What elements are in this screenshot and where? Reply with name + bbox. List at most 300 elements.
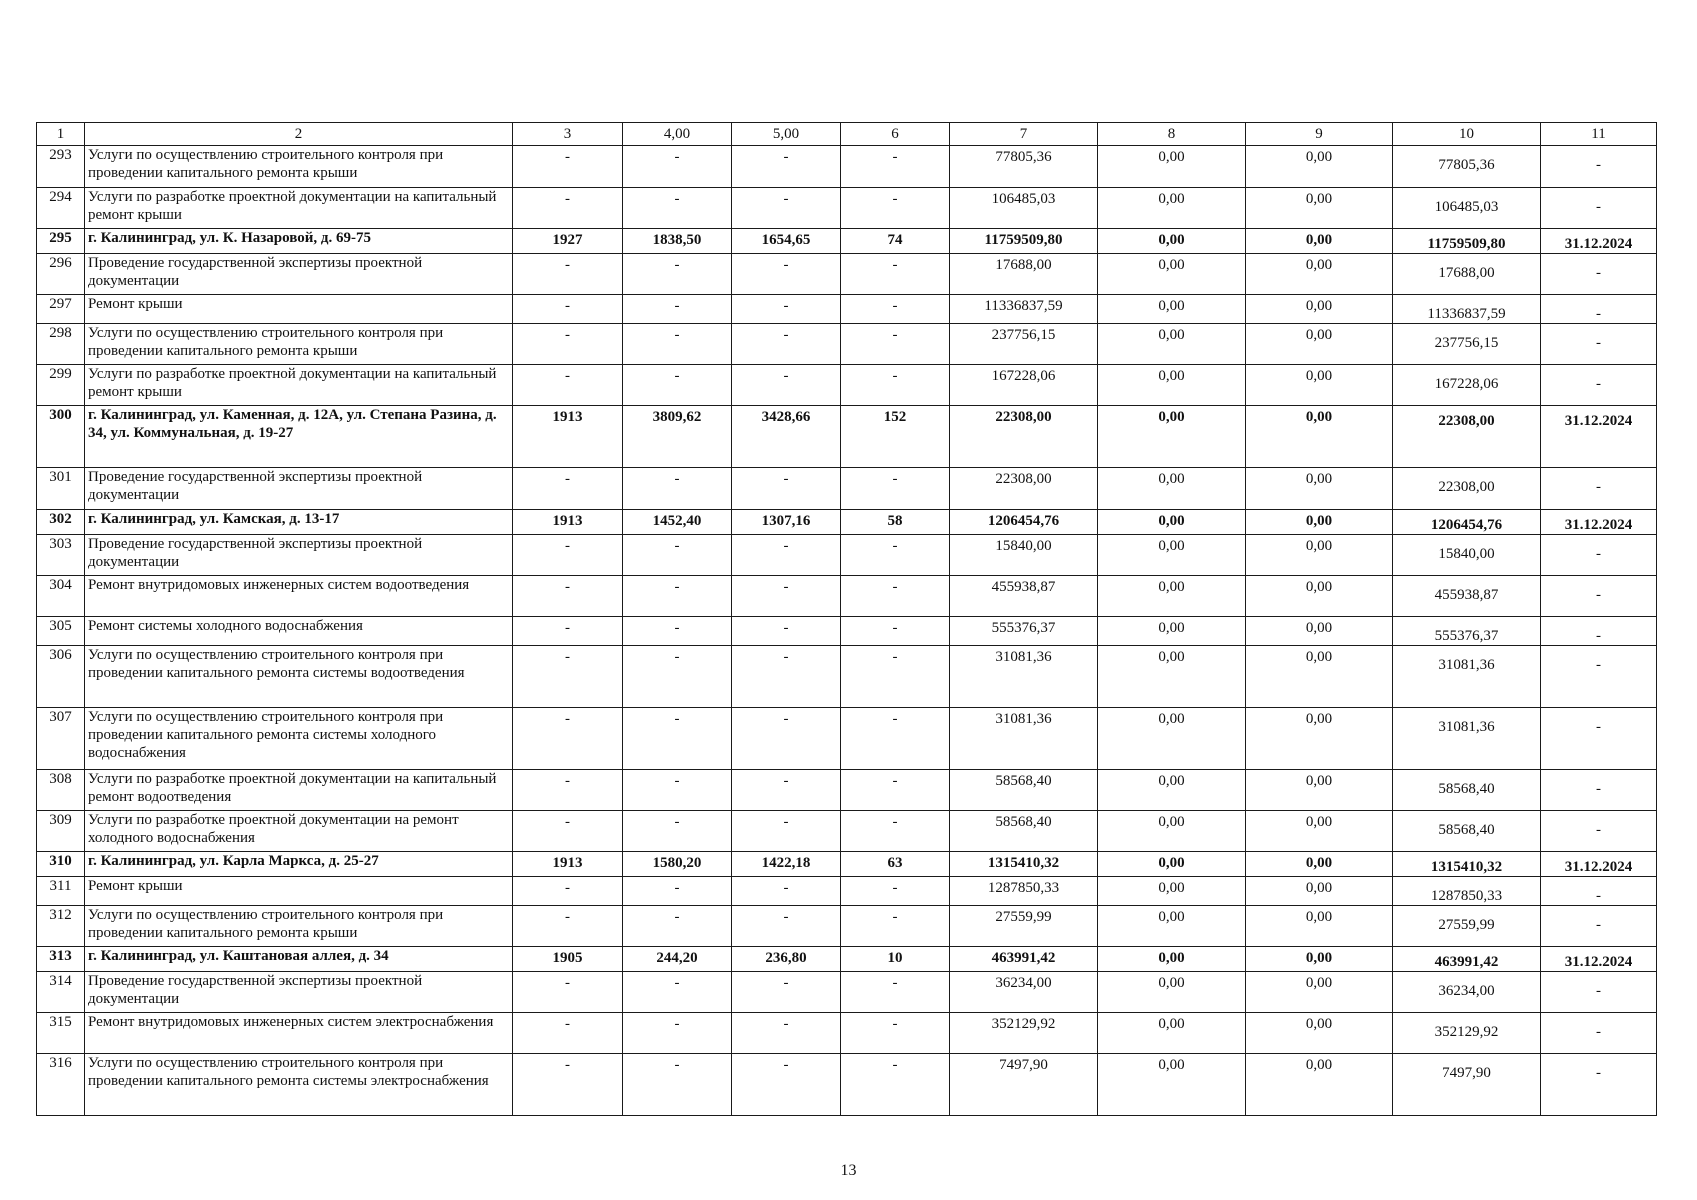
deadline-cell: -: [1541, 468, 1657, 510]
cost-total-cell: 22308,00: [950, 468, 1098, 510]
work-row: [37, 770, 1657, 811]
work-row: [37, 906, 1657, 947]
work-row: [37, 365, 1657, 406]
col-8-cell: 0,00: [1098, 254, 1246, 295]
col-10-cell: 31081,36: [1393, 708, 1541, 770]
work-name-cell: Проведение государственной экспертизы проектной документации: [85, 972, 513, 1013]
area-total-cell: 1838,50: [623, 229, 732, 254]
work-row: [37, 535, 1657, 576]
residents-cell: -: [841, 708, 950, 770]
area-living-cell: -: [732, 1013, 841, 1054]
year-cell: -: [513, 365, 623, 406]
work-name-cell: Ремонт внутридомовых инженерных систем электроснабжения: [85, 1013, 513, 1054]
work-name-cell: Проведение государственной экспертизы проектной документации: [85, 535, 513, 576]
col-10-cell: 77805,36: [1393, 146, 1541, 188]
area-living-cell: 1654,65: [732, 229, 841, 254]
col-8-cell: 0,00: [1098, 295, 1246, 324]
cost-total-cell: 11759509,80: [950, 229, 1098, 254]
row-number-cell: 301: [37, 468, 85, 510]
area-total-cell: 1580,20: [623, 852, 732, 877]
year-cell: -: [513, 1013, 623, 1054]
deadline-cell: -: [1541, 188, 1657, 229]
year-cell: -: [513, 708, 623, 770]
address-row: [37, 406, 1657, 468]
row-number-cell: 306: [37, 646, 85, 708]
col-10-cell: 167228,06: [1393, 365, 1541, 406]
work-name-cell: Ремонт системы холодного водоснабжения: [85, 617, 513, 646]
col-10-cell: 1315410,32: [1393, 852, 1541, 877]
col-8-cell: 0,00: [1098, 1054, 1246, 1116]
works-table: [36, 122, 1657, 1116]
area-living-cell: 3428,66: [732, 406, 841, 468]
area-living-cell: 1307,16: [732, 510, 841, 535]
deadline-cell: -: [1541, 877, 1657, 906]
deadline-cell: 31.12.2024: [1541, 947, 1657, 972]
col-9-cell: 0,00: [1246, 646, 1393, 708]
row-number-cell: 298: [37, 324, 85, 365]
residents-cell: -: [841, 365, 950, 406]
work-row: [37, 646, 1657, 708]
work-name-cell: Услуги по осуществлению строительного контроля при проведении капитального ремонта системы холодного водоснабжения: [85, 708, 513, 770]
col-10-cell: 22308,00: [1393, 406, 1541, 468]
area-total-cell: -: [623, 811, 732, 852]
col-9-cell: 0,00: [1246, 770, 1393, 811]
col-9-cell: 0,00: [1246, 906, 1393, 947]
year-cell: -: [513, 254, 623, 295]
work-name-cell: Проведение государственной экспертизы проектной документации: [85, 254, 513, 295]
work-row: [37, 324, 1657, 365]
area-total-cell: 3809,62: [623, 406, 732, 468]
residents-cell: -: [841, 972, 950, 1013]
col-9-cell: 0,00: [1246, 229, 1393, 254]
work-name-cell: г. Калининград, ул. Каменная, д. 12А, ул. Степана Разина, д. 34, ул. Коммунальная, д. 19-27: [85, 406, 513, 468]
deadline-cell: -: [1541, 365, 1657, 406]
row-number-cell: 312: [37, 906, 85, 947]
col-9-cell: 0,00: [1246, 146, 1393, 188]
col-9-cell: 0,00: [1246, 468, 1393, 510]
work-name-cell: Проведение государственной экспертизы проектной документации: [85, 468, 513, 510]
address-row: [37, 852, 1657, 877]
year-cell: -: [513, 811, 623, 852]
area-total-cell: -: [623, 1054, 732, 1116]
work-row: [37, 468, 1657, 510]
work-row: [37, 146, 1657, 188]
col-8-cell: 0,00: [1098, 646, 1246, 708]
table-body: [37, 123, 1657, 1116]
col-10-cell: 106485,03: [1393, 188, 1541, 229]
year-cell: -: [513, 646, 623, 708]
deadline-cell: -: [1541, 646, 1657, 708]
header-cell-11: 11: [1541, 123, 1657, 146]
header-cell-10: 10: [1393, 123, 1541, 146]
deadline-cell: -: [1541, 770, 1657, 811]
cost-total-cell: 7497,90: [950, 1054, 1098, 1116]
work-row: [37, 877, 1657, 906]
year-cell: -: [513, 535, 623, 576]
col-9-cell: 0,00: [1246, 1013, 1393, 1054]
area-total-cell: -: [623, 576, 732, 617]
residents-cell: -: [841, 811, 950, 852]
area-living-cell: -: [732, 188, 841, 229]
work-row: [37, 576, 1657, 617]
col-8-cell: 0,00: [1098, 535, 1246, 576]
col-8-cell: 0,00: [1098, 188, 1246, 229]
area-living-cell: -: [732, 617, 841, 646]
col-10-cell: 237756,15: [1393, 324, 1541, 365]
year-cell: -: [513, 188, 623, 229]
work-name-cell: г. Калининград, ул. Камская, д. 13-17: [85, 510, 513, 535]
deadline-cell: 31.12.2024: [1541, 852, 1657, 877]
year-cell: -: [513, 146, 623, 188]
row-number-cell: 296: [37, 254, 85, 295]
address-row: [37, 947, 1657, 972]
col-9-cell: 0,00: [1246, 188, 1393, 229]
area-living-cell: -: [732, 972, 841, 1013]
work-row: [37, 811, 1657, 852]
header-cell-4: 4,00: [623, 123, 732, 146]
year-cell: -: [513, 617, 623, 646]
col-8-cell: 0,00: [1098, 576, 1246, 617]
deadline-cell: 31.12.2024: [1541, 229, 1657, 254]
work-row: [37, 295, 1657, 324]
area-total-cell: -: [623, 770, 732, 811]
deadline-cell: -: [1541, 576, 1657, 617]
row-number-cell: 300: [37, 406, 85, 468]
work-name-cell: Услуги по осуществлению строительного контроля при проведении капитального ремонта крыши: [85, 146, 513, 188]
year-cell: -: [513, 1054, 623, 1116]
residents-cell: -: [841, 254, 950, 295]
row-number-cell: 294: [37, 188, 85, 229]
area-total-cell: -: [623, 877, 732, 906]
work-name-cell: Услуги по осуществлению строительного контроля при проведении капитального ремонта крыши: [85, 324, 513, 365]
col-10-cell: 555376,37: [1393, 617, 1541, 646]
work-row: [37, 708, 1657, 770]
col-8-cell: 0,00: [1098, 406, 1246, 468]
residents-cell: 10: [841, 947, 950, 972]
cost-total-cell: 77805,36: [950, 146, 1098, 188]
residents-cell: -: [841, 146, 950, 188]
col-8-cell: 0,00: [1098, 468, 1246, 510]
residents-cell: -: [841, 877, 950, 906]
col-8-cell: 0,00: [1098, 947, 1246, 972]
deadline-cell: -: [1541, 1013, 1657, 1054]
col-10-cell: 22308,00: [1393, 468, 1541, 510]
area-total-cell: -: [623, 1013, 732, 1054]
deadline-cell: -: [1541, 972, 1657, 1013]
cost-total-cell: 106485,03: [950, 188, 1098, 229]
col-10-cell: 58568,40: [1393, 770, 1541, 811]
col-8-cell: 0,00: [1098, 770, 1246, 811]
row-number-cell: 315: [37, 1013, 85, 1054]
deadline-cell: -: [1541, 708, 1657, 770]
cost-total-cell: 167228,06: [950, 365, 1098, 406]
area-total-cell: 244,20: [623, 947, 732, 972]
residents-cell: -: [841, 1013, 950, 1054]
col-8-cell: 0,00: [1098, 708, 1246, 770]
col-10-cell: 455938,87: [1393, 576, 1541, 617]
residents-cell: -: [841, 295, 950, 324]
cost-total-cell: 455938,87: [950, 576, 1098, 617]
row-number-cell: 305: [37, 617, 85, 646]
col-9-cell: 0,00: [1246, 972, 1393, 1013]
residents-cell: 58: [841, 510, 950, 535]
col-8-cell: 0,00: [1098, 852, 1246, 877]
cost-total-cell: 463991,42: [950, 947, 1098, 972]
area-total-cell: -: [623, 906, 732, 947]
row-number-cell: 313: [37, 947, 85, 972]
work-row: [37, 188, 1657, 229]
work-name-cell: Услуги по разработке проектной документации на ремонт холодного водоснабжения: [85, 811, 513, 852]
col-10-cell: 31081,36: [1393, 646, 1541, 708]
cost-total-cell: 1315410,32: [950, 852, 1098, 877]
area-total-cell: -: [623, 972, 732, 1013]
work-name-cell: Услуги по осуществлению строительного контроля при проведении капитального ремонта системы водоотведения: [85, 646, 513, 708]
residents-cell: -: [841, 188, 950, 229]
cost-total-cell: 36234,00: [950, 972, 1098, 1013]
header-cell-2: 2: [85, 123, 513, 146]
area-living-cell: -: [732, 708, 841, 770]
header-cell-5: 5,00: [732, 123, 841, 146]
residents-cell: -: [841, 576, 950, 617]
header-row: [37, 123, 1657, 146]
work-name-cell: Ремонт крыши: [85, 877, 513, 906]
col-10-cell: 11759509,80: [1393, 229, 1541, 254]
deadline-cell: -: [1541, 254, 1657, 295]
row-number-cell: 308: [37, 770, 85, 811]
area-total-cell: -: [623, 324, 732, 365]
area-living-cell: -: [732, 770, 841, 811]
col-9-cell: 0,00: [1246, 254, 1393, 295]
area-living-cell: -: [732, 576, 841, 617]
year-cell: -: [513, 576, 623, 617]
col-9-cell: 0,00: [1246, 877, 1393, 906]
area-living-cell: -: [732, 811, 841, 852]
year-cell: -: [513, 468, 623, 510]
row-number-cell: 304: [37, 576, 85, 617]
row-number-cell: 295: [37, 229, 85, 254]
work-name-cell: Услуги по разработке проектной документации на капитальный ремонт крыши: [85, 188, 513, 229]
residents-cell: 63: [841, 852, 950, 877]
area-living-cell: -: [732, 646, 841, 708]
area-living-cell: 236,80: [732, 947, 841, 972]
area-total-cell: -: [623, 295, 732, 324]
col-8-cell: 0,00: [1098, 229, 1246, 254]
row-number-cell: 314: [37, 972, 85, 1013]
deadline-cell: 31.12.2024: [1541, 510, 1657, 535]
residents-cell: -: [841, 535, 950, 576]
cost-total-cell: 58568,40: [950, 770, 1098, 811]
col-9-cell: 0,00: [1246, 852, 1393, 877]
page-number: 13: [840, 1162, 857, 1179]
year-cell: 1927: [513, 229, 623, 254]
year-cell: -: [513, 770, 623, 811]
cost-total-cell: 15840,00: [950, 535, 1098, 576]
cost-total-cell: 1287850,33: [950, 877, 1098, 906]
work-name-cell: г. Калининград, ул. К. Назаровой, д. 69-75: [85, 229, 513, 254]
col-10-cell: 17688,00: [1393, 254, 1541, 295]
col-10-cell: 1287850,33: [1393, 877, 1541, 906]
work-name-cell: Услуги по осуществлению строительного контроля при проведении капитального ремонта крыши: [85, 906, 513, 947]
col-10-cell: 11336837,59: [1393, 295, 1541, 324]
col-8-cell: 0,00: [1098, 972, 1246, 1013]
col-9-cell: 0,00: [1246, 617, 1393, 646]
area-total-cell: -: [623, 646, 732, 708]
residents-cell: -: [841, 770, 950, 811]
work-name-cell: Ремонт крыши: [85, 295, 513, 324]
row-number-cell: 293: [37, 146, 85, 188]
header-cell-1: 1: [37, 123, 85, 146]
col-9-cell: 0,00: [1246, 406, 1393, 468]
col-8-cell: 0,00: [1098, 510, 1246, 535]
col-8-cell: 0,00: [1098, 1013, 1246, 1054]
cost-total-cell: 58568,40: [950, 811, 1098, 852]
cost-total-cell: 555376,37: [950, 617, 1098, 646]
deadline-cell: -: [1541, 811, 1657, 852]
header-cell-7: 7: [950, 123, 1098, 146]
cost-total-cell: 11336837,59: [950, 295, 1098, 324]
work-row: [37, 254, 1657, 295]
deadline-cell: -: [1541, 617, 1657, 646]
year-cell: 1905: [513, 947, 623, 972]
address-row: [37, 510, 1657, 535]
col-9-cell: 0,00: [1246, 1054, 1393, 1116]
row-number-cell: 311: [37, 877, 85, 906]
col-10-cell: 36234,00: [1393, 972, 1541, 1013]
col-8-cell: 0,00: [1098, 906, 1246, 947]
deadline-cell: -: [1541, 295, 1657, 324]
work-name-cell: Ремонт внутридомовых инженерных систем водоотведения: [85, 576, 513, 617]
work-name-cell: г. Калининград, ул. Карла Маркса, д. 25-27: [85, 852, 513, 877]
row-number-cell: 309: [37, 811, 85, 852]
row-number-cell: 316: [37, 1054, 85, 1116]
deadline-cell: -: [1541, 906, 1657, 947]
year-cell: 1913: [513, 406, 623, 468]
row-number-cell: 310: [37, 852, 85, 877]
area-total-cell: -: [623, 708, 732, 770]
col-10-cell: 1206454,76: [1393, 510, 1541, 535]
residents-cell: -: [841, 646, 950, 708]
work-row: [37, 1054, 1657, 1116]
header-cell-3: 3: [513, 123, 623, 146]
cost-total-cell: 1206454,76: [950, 510, 1098, 535]
area-living-cell: -: [732, 254, 841, 295]
cost-total-cell: 17688,00: [950, 254, 1098, 295]
col-9-cell: 0,00: [1246, 510, 1393, 535]
col-9-cell: 0,00: [1246, 708, 1393, 770]
row-number-cell: 297: [37, 295, 85, 324]
area-living-cell: -: [732, 295, 841, 324]
residents-cell: -: [841, 324, 950, 365]
area-living-cell: -: [732, 146, 841, 188]
header-cell-6: 6: [841, 123, 950, 146]
col-10-cell: 463991,42: [1393, 947, 1541, 972]
col-9-cell: 0,00: [1246, 811, 1393, 852]
col-9-cell: 0,00: [1246, 295, 1393, 324]
work-row: [37, 1013, 1657, 1054]
row-number-cell: 303: [37, 535, 85, 576]
residents-cell: -: [841, 468, 950, 510]
work-row: [37, 972, 1657, 1013]
header-cell-8: 8: [1098, 123, 1246, 146]
work-name-cell: г. Калининград, ул. Каштановая аллея, д. 34: [85, 947, 513, 972]
area-living-cell: -: [732, 1054, 841, 1116]
area-living-cell: -: [732, 365, 841, 406]
work-name-cell: Услуги по разработке проектной документации на капитальный ремонт крыши: [85, 365, 513, 406]
cost-total-cell: 31081,36: [950, 646, 1098, 708]
year-cell: -: [513, 324, 623, 365]
col-8-cell: 0,00: [1098, 324, 1246, 365]
area-total-cell: -: [623, 535, 732, 576]
area-total-cell: -: [623, 365, 732, 406]
area-total-cell: 1452,40: [623, 510, 732, 535]
area-total-cell: -: [623, 188, 732, 229]
area-total-cell: -: [623, 468, 732, 510]
area-living-cell: 1422,18: [732, 852, 841, 877]
area-total-cell: -: [623, 254, 732, 295]
area-living-cell: -: [732, 324, 841, 365]
col-9-cell: 0,00: [1246, 535, 1393, 576]
col-9-cell: 0,00: [1246, 576, 1393, 617]
header-cell-9: 9: [1246, 123, 1393, 146]
deadline-cell: -: [1541, 324, 1657, 365]
col-10-cell: 15840,00: [1393, 535, 1541, 576]
col-10-cell: 352129,92: [1393, 1013, 1541, 1054]
residents-cell: -: [841, 1054, 950, 1116]
cost-total-cell: 22308,00: [950, 406, 1098, 468]
cost-total-cell: 27559,99: [950, 906, 1098, 947]
col-8-cell: 0,00: [1098, 877, 1246, 906]
deadline-cell: -: [1541, 146, 1657, 188]
area-living-cell: -: [732, 535, 841, 576]
residents-cell: -: [841, 906, 950, 947]
year-cell: -: [513, 906, 623, 947]
deadline-cell: -: [1541, 535, 1657, 576]
year-cell: -: [513, 972, 623, 1013]
area-total-cell: -: [623, 617, 732, 646]
col-9-cell: 0,00: [1246, 947, 1393, 972]
year-cell: 1913: [513, 510, 623, 535]
area-living-cell: -: [732, 877, 841, 906]
col-8-cell: 0,00: [1098, 365, 1246, 406]
address-row: [37, 229, 1657, 254]
cost-total-cell: 352129,92: [950, 1013, 1098, 1054]
col-10-cell: 7497,90: [1393, 1054, 1541, 1116]
deadline-cell: -: [1541, 1054, 1657, 1116]
area-living-cell: -: [732, 906, 841, 947]
row-number-cell: 307: [37, 708, 85, 770]
residents-cell: 152: [841, 406, 950, 468]
area-living-cell: -: [732, 468, 841, 510]
area-total-cell: -: [623, 146, 732, 188]
col-9-cell: 0,00: [1246, 324, 1393, 365]
deadline-cell: 31.12.2024: [1541, 406, 1657, 468]
row-number-cell: 302: [37, 510, 85, 535]
col-8-cell: 0,00: [1098, 811, 1246, 852]
row-number-cell: 299: [37, 365, 85, 406]
cost-total-cell: 237756,15: [950, 324, 1098, 365]
col-9-cell: 0,00: [1246, 365, 1393, 406]
col-10-cell: 27559,99: [1393, 906, 1541, 947]
col-8-cell: 0,00: [1098, 146, 1246, 188]
work-name-cell: Услуги по разработке проектной документации на капитальный ремонт водоотведения: [85, 770, 513, 811]
year-cell: 1913: [513, 852, 623, 877]
work-row: [37, 617, 1657, 646]
year-cell: -: [513, 877, 623, 906]
work-name-cell: Услуги по осуществлению строительного контроля при проведении капитального ремонта системы электроснабжения: [85, 1054, 513, 1116]
col-8-cell: 0,00: [1098, 617, 1246, 646]
year-cell: -: [513, 295, 623, 324]
cost-total-cell: 31081,36: [950, 708, 1098, 770]
